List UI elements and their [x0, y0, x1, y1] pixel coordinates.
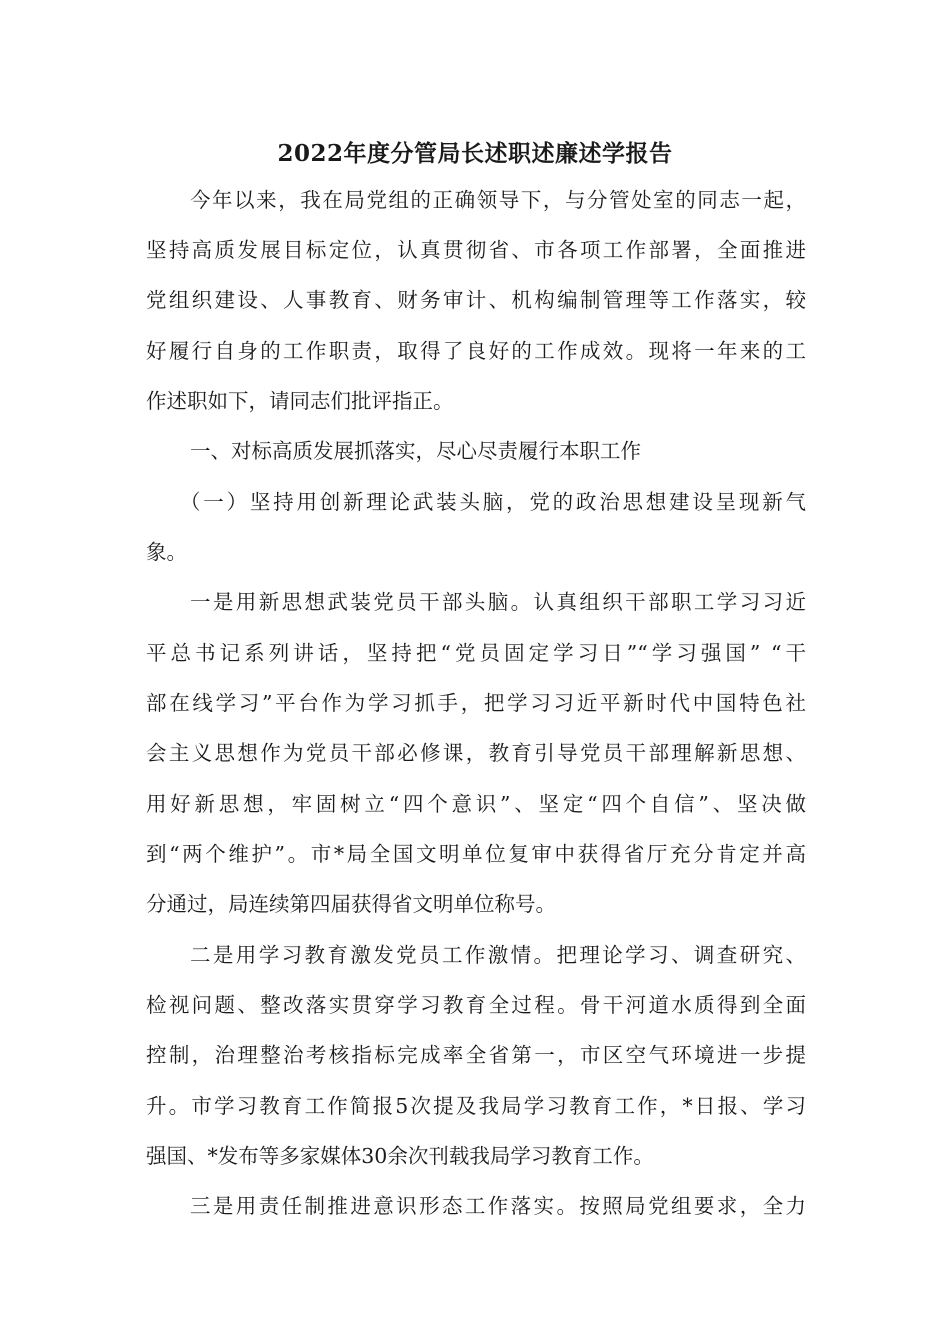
paragraph-line: 升。市学习教育工作简报5次提及我局学习教育工作，*日报、学习	[146, 1094, 806, 1118]
paragraph-line: 好履行自身的工作职责，取得了良好的工作成效。现将一年来的工	[146, 339, 806, 363]
paragraph-line: 二是用学习教育激发党员工作激情。把理论学习、调查研究、	[190, 943, 806, 967]
paragraph-line: 分通过，局连续第四届获得省文明单位称号。	[146, 892, 556, 916]
paragraph-line: 三是用责任制推进意识形态工作落实。按照局党组要求，全力	[190, 1194, 806, 1218]
paragraph-line: 坚持高质发展目标定位，认真贯彻省、市各项工作部署，全面推进	[146, 238, 806, 262]
paragraph-line: 用好新思想，牢固树立“四个意识”、坚定“四个自信”、坚决做	[146, 792, 806, 816]
document-title: 2022年度分管局长述职述廉述学报告	[277, 140, 673, 167]
paragraph-line: 到“两个维护”。市*局全国文明单位复审中获得省厅充分肯定并高	[146, 842, 806, 866]
paragraph-line: 今年以来，我在局党组的正确领导下，与分管处室的同志一起，	[190, 188, 806, 212]
section-heading: 一、对标高质发展抓落实，尽心尽责履行本职工作	[190, 439, 641, 463]
paragraph-line: 控制，治理整治考核指标完成率全省第一，市区空气环境进一步提	[146, 1043, 806, 1067]
paragraph-line: 强国、*发布等多家媒体30余次刊载我局学习教育工作。	[146, 1144, 654, 1168]
subsection-heading: （一）坚持用创新理论武装头脑，党的政治思想建设呈现新气	[180, 490, 806, 514]
paragraph-line: 平总书记系列讲话，坚持把“党员固定学习日”“学习强国” “干	[146, 641, 806, 665]
subsection-heading: 象。	[146, 540, 187, 564]
paragraph-line: 部在线学习”平台作为学习抓手，把学习习近平新时代中国特色社	[146, 691, 806, 715]
paragraph-line: 检视问题、整改落实贯穿学习教育全过程。骨干河道水质得到全面	[146, 993, 806, 1017]
paragraph-line: 作述职如下，请同志们批评指正。	[146, 389, 454, 413]
paragraph-line: 会主义思想作为党员干部必修课，教育引导党员干部理解新思想、	[146, 741, 806, 765]
paragraph-line: 党组织建设、人事教育、财务审计、机构编制管理等工作落实，较	[146, 288, 806, 312]
paragraph-line: 一是用新思想武装党员干部头脑。认真组织干部职工学习习近	[190, 590, 806, 614]
